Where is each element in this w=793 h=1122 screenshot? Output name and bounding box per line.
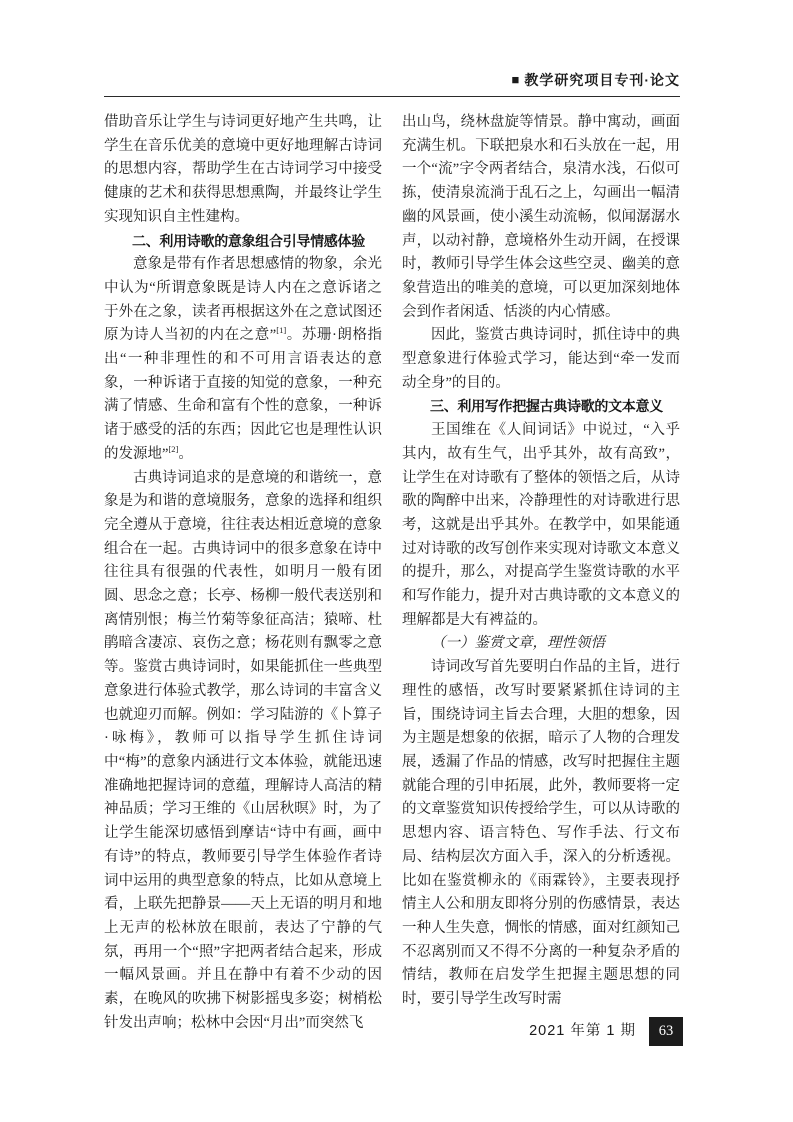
- subsection-heading-appreciation: （一）鉴赏文章，理性领悟: [431, 635, 605, 652]
- header-label: [104, 70, 680, 91]
- paragraph-text: 。苏珊·朗格指出“一种非理性的和不可用言语表达的意象，一种诉诸于直接的知觉的意象，一种充满了情感、生命和富有个性的意象，一种诉诸于感受的活的东西；因此它也是理性认识的发源地”: [104, 327, 383, 462]
- paragraph-wang-guowei: 王国维在《人间词话》中说过，“入乎其内，故有生气，出乎其外，故有高致”，让学生在对诗歌有了整体的领悟之后，从诗歌的陶醉中出来，冷静理性的对诗歌进行思考，这就是出乎其外。在教学中，如果能通过对诗歌的改写创作来实现对诗歌文本意义的提升，那么，对提高学生鉴赏诗歌的水平和写作能力，提升对古典诗歌的文本意义的理解都是大有裨益的。: [402, 422, 680, 628]
- left-column: [104, 111, 382, 1035]
- paragraph-text: 意象是带有作者思想感情的物象，余光中认为“所谓意象既是诗人内在之意诉诸之于外在之象，读者再根据这外在之意试图还原为诗人当初的内在之意”: [104, 256, 382, 344]
- paragraph-text: 。: [178, 445, 193, 462]
- page-number-badge: 63: [649, 1017, 683, 1046]
- article-body: [104, 111, 680, 1035]
- header-rule: [104, 96, 680, 97]
- section-heading-imagery: 二、利用诗歌的意象组合引导情感体验: [132, 232, 365, 249]
- right-column: [402, 111, 680, 1035]
- paragraph-classic-imagery: 古典诗词追求的是意境的和谐统一，意象是为和谐的意境服务，意象的选择和组织完全遵从于意境，往往表达相近意境的意象组合在一起。古典诗词中的很多意象在诗中往往具有很强的代表性，如明月一般有团圆、思念之意；长亭、杨柳一般代表送别和离情别恨；梅兰竹菊等象征高洁；猿啼、杜鹃暗含凄凉、哀伤之意；杨花则有飘零之意等。鉴赏古典诗词时，如果能抓住一些典型意象进行体验式教学，那么诗词的丰富含义也就迎刃而解。例如：学习陆游的《卜算子·咏梅》，教师可以指导学生抓住诗词中“梅”的意象内涵进行文本体验，就能迅速准确地把握诗词的意蕴，理解诗人高洁的精神品质；学习王维的《山居秋暝》时，为了让学生能深切感悟到摩诘“诗中有画，画中有诗”的特点，教师要引导学生体验作者诗词中运用的典型意象的特点，比如从意境上看，上联先把静景——天上无语的明月和地上无声的松林放在眼前，表达了宁静的气氛，再用一个“照”字把两者结合起来，形成一幅风景画。并且在静中有着不少动的因素，在晚风的吹拂下树影摇曳多姿；树梢松针发出声响；松林中会因“月出”而突然飞: [104, 469, 382, 1031]
- page-footer: [529, 1016, 683, 1046]
- page-header: [104, 70, 680, 97]
- paragraph-music-continuation: 借助音乐让学生与诗词更好地产生共鸣，让学生在音乐优美的意境中更好地理解古诗词的思想内容，帮助学生在古诗词学习中接受健康的艺术和获得思想熏陶，并最终让学生实现知识自主性建构。: [104, 114, 382, 225]
- paragraph-birds-continuation: 出山鸟，绕林盘旋等情景。静中寓动，画面充满生机。下联把泉水和石头放在一起，用一个“流”字令两者结合，泉清水浅，石似可拣，使清泉流淌于乱石之上，勾画出一幅清幽的风景画，使小溪生动流畅，似闻潺潺水声，以动衬静，意境格外生动开阔，在授课时，教师引导学生体会这些空灵、幽美的意象营造出的唯美的意境，可以更加深刻地体会到作者闲适、恬淡的内心情感。: [402, 114, 680, 320]
- paragraph-therefore: 因此，鉴赏古典诗词时，抓住诗中的典型意象进行体验式学习，能达到“牵一发而动全身”的目的。: [402, 327, 680, 391]
- issue-label: 2021 年第 1 期: [529, 1023, 636, 1039]
- paragraph-rewriting-guidance: 诗词改写首先要明白作品的主旨，进行理性的感悟，改写时要紧紧抓住诗词的主旨，围绕诗词主旨去合理，大胆的想象，因为主题是想象的依据，暗示了人物的合理发展，透漏了作品的情感，改写时把握住主题就能合理的引申拓展，此外，教师要将一定的文章鉴赏知识传授给学生，可以从诗歌的思想内容、语言特色、写作手法、行文布局、结构层次方面入手，深入的分析透视。比如在鉴赏柳永的《雨霖铃》，主要表现抒情主人公和朋友即将分别的伤感情景，表达一种人生失意，惆怅的情感，面对红颜知己不忍离别而又不得不分离的一种复杂矛盾的情结，教师在启发学生把握主题思想的同时，要引导学生改写时需: [402, 659, 680, 1008]
- paragraph-imagery-definition: [104, 253, 382, 466]
- footnote-ref-1: [1]: [276, 325, 287, 336]
- section-heading-writing: 三、利用写作把握古典诗歌的文本意义: [430, 398, 663, 415]
- footnote-ref-2: [2]: [168, 444, 179, 455]
- header-title: 教学研究项目专刊·论文: [524, 72, 680, 88]
- black-square-icon: ■: [511, 72, 521, 87]
